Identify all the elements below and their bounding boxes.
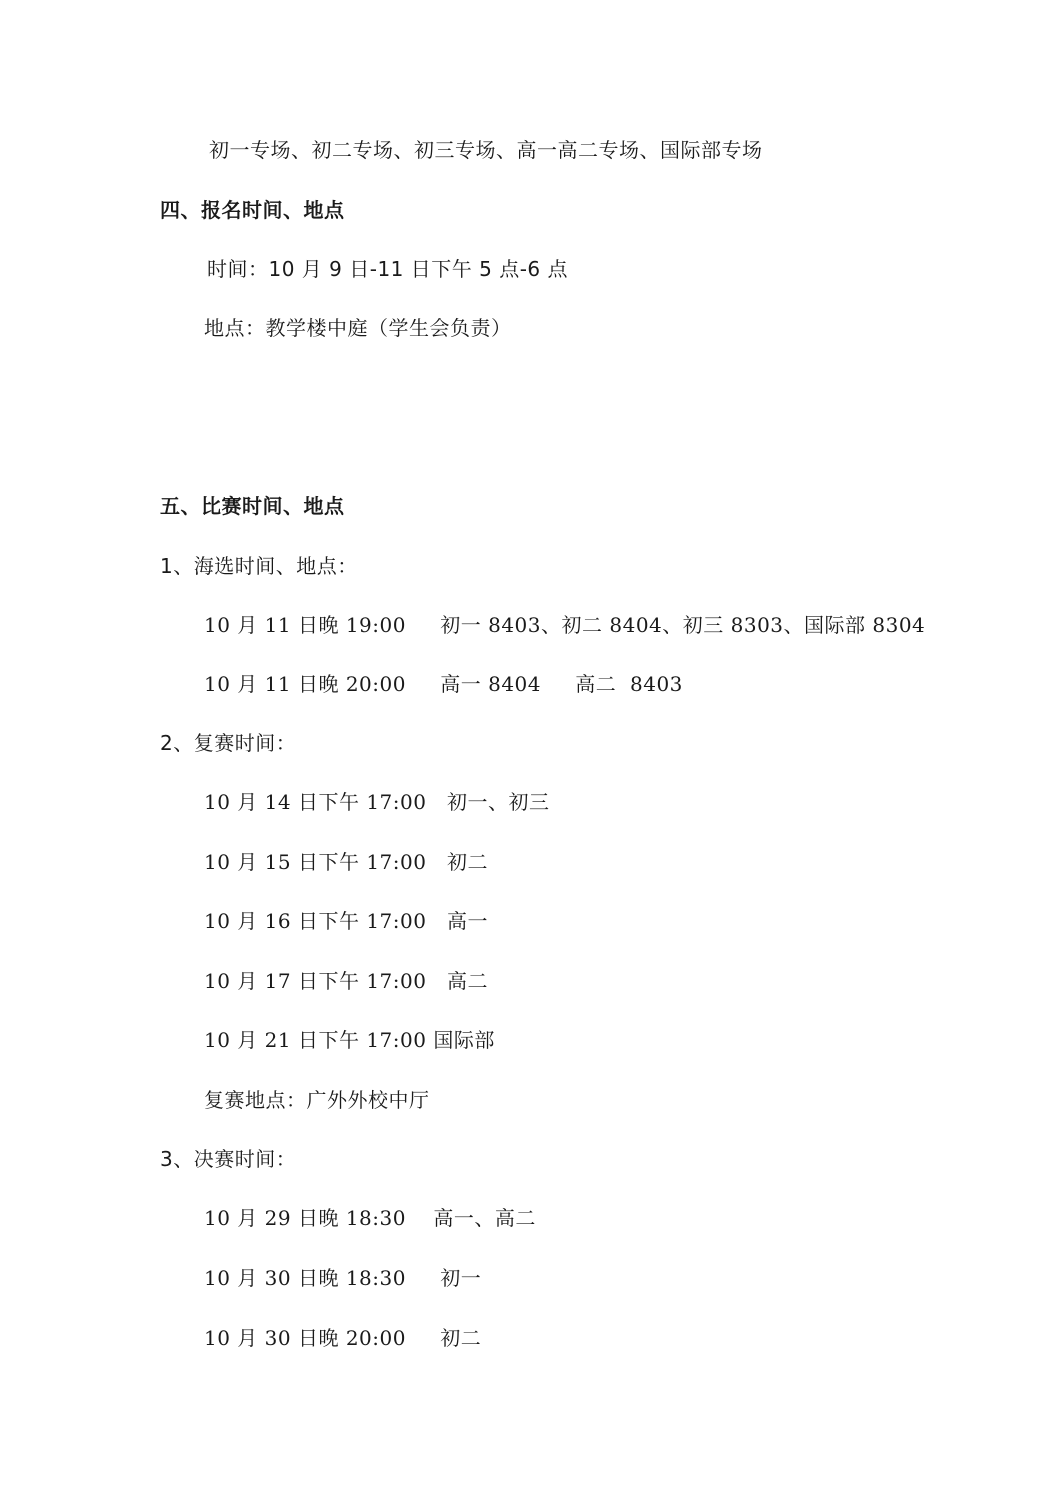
- section-4-heading: 四、报名时间、地点: [160, 198, 345, 222]
- semifinal-place: 复赛地点：广外外校中厅: [204, 1088, 430, 1112]
- registration-place: 地点：教学楼中庭（学生会负责）: [204, 316, 512, 340]
- final-row-1: 10 月 29 日晚 18:30 高一、高二: [204, 1206, 536, 1230]
- intro-line: 初一专场、初二专场、初三专场、高一高二专场、国际部专场: [209, 138, 763, 162]
- final-row-3: 10 月 30 日晚 20:00 初二: [204, 1326, 482, 1350]
- final-title: 3、决赛时间：: [160, 1147, 297, 1171]
- semifinal-row-5: 10 月 21 日下午 17:00 国际部: [204, 1028, 495, 1052]
- registration-time: 时间：10 月 9 日-11 日下午 5 点-6 点: [207, 257, 569, 281]
- audition-row-1: 10 月 11 日晚 19:00 初一 8403、初二 8404、初三 8303、国际部 8304: [204, 613, 926, 637]
- final-row-2: 10 月 30 日晚 18:30 初一: [204, 1266, 482, 1290]
- audition-row-2: 10 月 11 日晚 20:00 高一 8404 高二 8403: [204, 672, 683, 696]
- audition-title: 1、海选时间、地点：: [160, 554, 358, 578]
- semifinal-title: 2、复赛时间：: [160, 731, 297, 755]
- section-5-heading: 五、比赛时间、地点: [160, 494, 345, 518]
- semifinal-row-2: 10 月 15 日下午 17:00 初二: [204, 850, 489, 874]
- semifinal-row-3: 10 月 16 日下午 17:00 高一: [204, 909, 489, 933]
- semifinal-row-4: 10 月 17 日下午 17:00 高二: [204, 969, 489, 993]
- semifinal-row-1: 10 月 14 日下午 17:00 初一、初三: [204, 790, 550, 814]
